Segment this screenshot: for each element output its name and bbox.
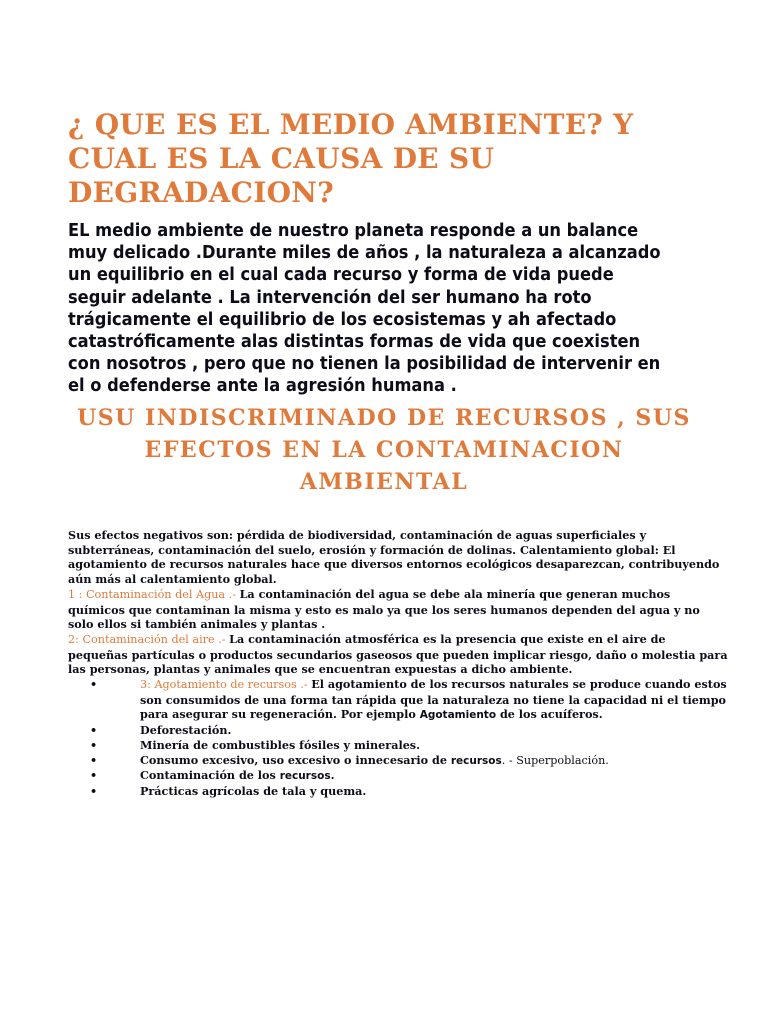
bullet-icon: •	[90, 737, 98, 752]
item-mining: Minería de combustibles fósiles y minerales.	[140, 737, 420, 752]
item-air-contamination	[68, 632, 728, 677]
item-consumption-text: Consumo excesivo, uso excesivo o innecesario de	[140, 752, 451, 767]
item-depletion-label: 3: Agotamiento de recursos .-	[140, 678, 312, 692]
bullet-icon: •	[90, 752, 98, 767]
item-consumption-text-end: . - Superpoblación.	[501, 753, 609, 767]
section-title: USU INDISCRIMINADO DE RECURSOS , SUS EFECTOS EN LA CONTAMINACION AMBIENTAL	[77, 405, 691, 495]
item-agricultural-practices: Prácticas agrícolas de tala y quema.	[140, 783, 367, 798]
bullet-icon: •	[90, 783, 98, 798]
list-item	[68, 768, 728, 784]
item-air-text: La contaminación atmosférica es la presencia que existe en el aire de pequeñas partículas o productos secundarios gaseosos que pueden implicar riesgo, daño o molestia para las personas, plantas y animales que se encuentran expuestas a dicho ambiente.	[68, 631, 728, 677]
item-depletion-text-end: de los acuíferos.	[496, 707, 603, 722]
causes-list	[68, 677, 728, 799]
bullet-icon: •	[90, 768, 98, 783]
list-item	[68, 723, 728, 738]
item-resource-contamination-end: .	[330, 768, 335, 783]
item-depletion-text: El agotamiento de los recursos naturales se produce cuando estos son consumidos de una forma tan rápida que la naturaleza no tiene la capacidad ni el tiempo para asegurar su regeneración. Por ejemplo	[140, 677, 727, 722]
effects-section	[68, 528, 728, 799]
item-deforestation: Deforestación.	[140, 723, 232, 738]
highlight-term: recursos	[279, 770, 331, 783]
list-item	[68, 677, 728, 723]
bullet-icon: •	[90, 723, 98, 738]
intro-paragraph: EL medio ambiente de nuestro planeta responde a un balance muy delicado .Durante miles de años , la naturaleza a alcanzado un equilibrio en el cual cada recurso y forma de vida puede seguir adelante . La intervención del ser humano ha roto trágicamente el equilibrio de los ecosistemas y ah afectado catastróficamente alas distintas formas de vida que coexisten con nosotros , pero que no tienen la posibilidad de intervenir en el o defenderse ante la agresión humana .	[68, 221, 661, 397]
list-item	[68, 738, 728, 753]
page-title: ¿ QUE ES EL MEDIO AMBIENTE? Y CUAL ES LA CAUSA DE SU DEGRADACION?	[68, 108, 634, 209]
item-water-label: 1 : Contaminación del Agua .-	[68, 587, 240, 601]
item-water-text: La contaminación del agua se debe ala minería que generan muchos químicos que contaminan la misma y esto es malo ya que los seres humanos dependen del agua y no solo ellos si también animales y plantas .	[68, 586, 700, 632]
bullet-icon: •	[90, 677, 98, 692]
item-air-label: 2: Contaminación del aire .-	[68, 632, 230, 646]
highlight-term: recursos	[450, 754, 502, 767]
item-resource-contamination-text: Contaminación de los	[140, 768, 280, 783]
highlight-term: Agotamiento	[419, 709, 497, 722]
effects-paragraph: Sus efectos negativos son: pérdida de biodiversidad, contaminación de aguas superficiales y subterráneas, contaminación del suelo, erosión y formación de dolinas. Calentamiento global: El agotamiento de recursos naturales hace que diversos entornos ecológicos desaparezcan, contribuyendo aún más al calentamiento global.	[68, 528, 720, 587]
list-item	[68, 784, 728, 799]
item-water-contamination	[68, 587, 728, 632]
list-item	[68, 753, 728, 769]
